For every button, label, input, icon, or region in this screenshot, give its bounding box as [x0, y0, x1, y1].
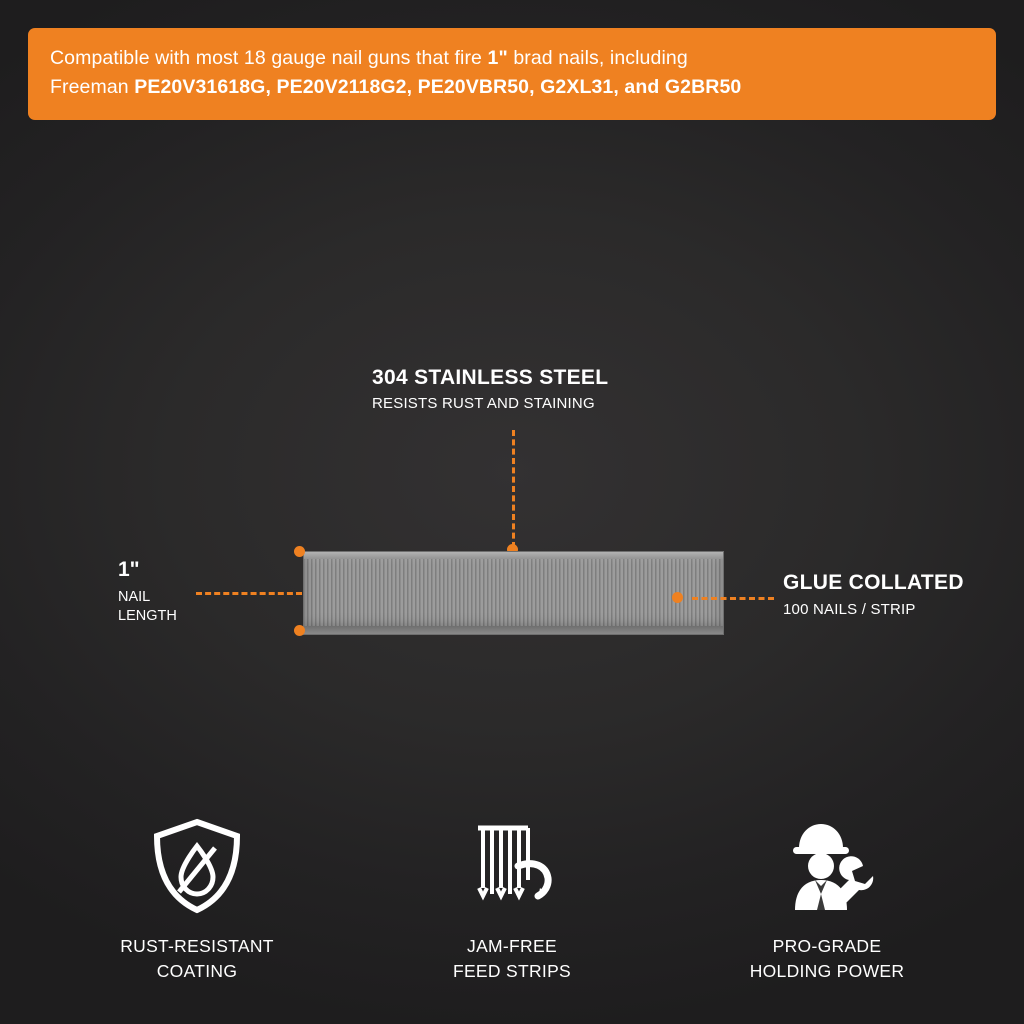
banner-line-1-prefix: Compatible with most 18 gauge nail guns that fire	[50, 47, 488, 69]
feature-jam-free-line-2: FEED STRIPS	[452, 961, 572, 981]
feature-row	[0, 812, 1024, 984]
shield-water-drop-icon	[145, 812, 249, 920]
nail-strip-arrow-icon	[460, 812, 564, 920]
leader-dot-nail-length-top	[294, 546, 305, 557]
callout-nail-length-label-1: NAIL	[118, 589, 151, 605]
feature-jam-free-label	[453, 934, 571, 984]
callout-glue-collated	[783, 571, 1013, 618]
feature-rust-resistant	[80, 812, 315, 984]
banner-model-list: PE20V31618G, PE20V2118G2, PE20VBR50, G2XL31, and G2BR50	[134, 76, 742, 98]
leader-line-glue-collated	[692, 597, 774, 600]
banner-nail-size: 1"	[487, 47, 508, 69]
feature-jam-free-line-1: JAM-FREE	[467, 936, 557, 956]
callout-stainless-steel	[372, 366, 792, 412]
worker-wrench-icon	[771, 812, 883, 920]
feature-pro-grade	[710, 812, 945, 984]
banner-line-1-suffix: brad nails, including	[507, 47, 688, 69]
callout-glue-collated-title: GLUE COLLATED	[783, 571, 964, 594]
leader-line-stainless-steel	[512, 430, 515, 548]
leader-dot-nail-length-bottom	[294, 625, 305, 636]
callout-stainless-steel-subtitle: RESISTS RUST AND STAINING	[372, 395, 595, 412]
callout-nail-length-label-2: LENGTH	[118, 608, 177, 624]
nail-strip-bottom-edge	[304, 626, 723, 634]
banner-line-1	[50, 44, 974, 73]
compatibility-banner	[28, 28, 996, 120]
feature-jam-free	[395, 812, 630, 984]
leader-dot-glue-collated	[672, 592, 683, 603]
callout-glue-collated-subtitle: 100 NAILS / STRIP	[783, 601, 916, 618]
feature-rust-resistant-label	[120, 934, 274, 984]
banner-line-2	[50, 73, 974, 102]
feature-pro-grade-label	[750, 934, 905, 984]
leader-line-nail-length	[196, 592, 302, 595]
feature-pro-grade-line-1: PRO-GRADE	[772, 936, 882, 956]
nail-strip-image	[303, 551, 724, 635]
callout-stainless-steel-title: 304 STAINLESS STEEL	[372, 366, 609, 389]
banner-brand: Freeman	[50, 76, 135, 98]
feature-pro-grade-line-2: HOLDING POWER	[749, 961, 905, 981]
nail-strip-top-edge	[304, 552, 723, 559]
feature-rust-resistant-line-1: RUST-RESISTANT	[120, 936, 274, 956]
feature-rust-resistant-line-2: COATING	[156, 961, 238, 981]
callout-nail-length-value: 1"	[118, 558, 140, 581]
